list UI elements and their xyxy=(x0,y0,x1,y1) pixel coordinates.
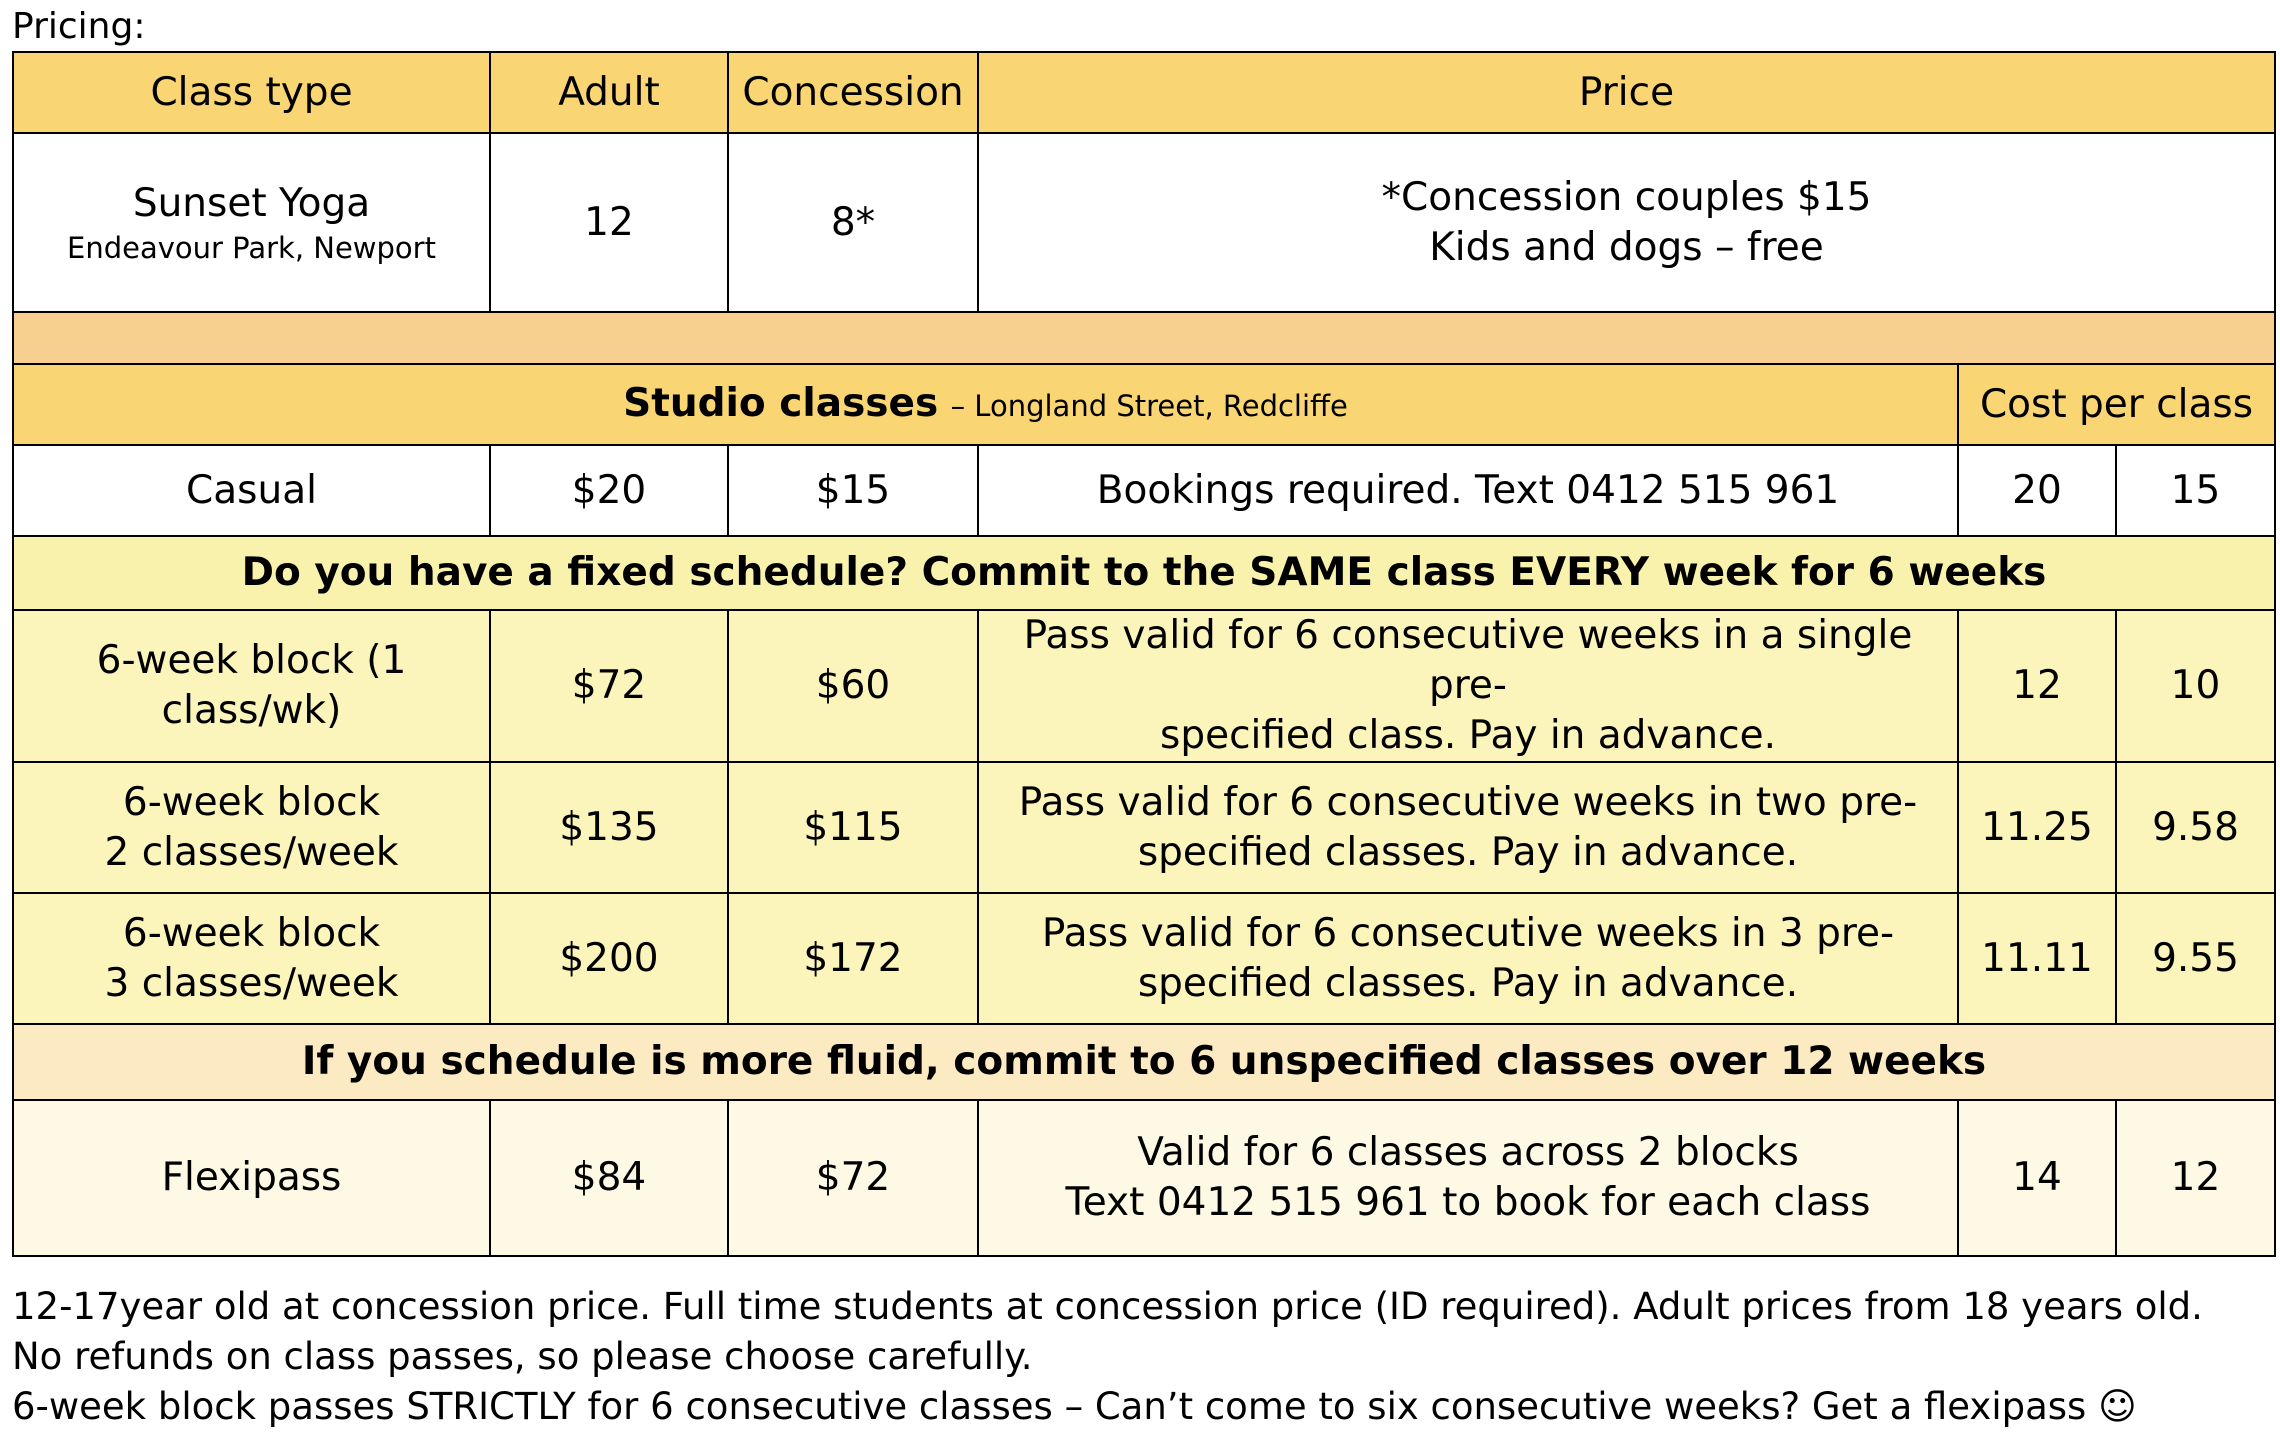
block-1-name-line-1: 6-week block (1 xyxy=(96,638,407,683)
block-1-description-line-1: Pass valid for 6 consecutive weeks in a single pre- xyxy=(1023,613,1913,708)
fixed-schedule-banner: Do you have a fixed schedule? Commit to the SAME class EVERY week for 6 weeks xyxy=(13,536,2275,610)
block-row-3 xyxy=(13,893,2275,1024)
fluid-schedule-banner: If you schedule is more fluid, commit to 6 unspecified classes over 12 weeks xyxy=(13,1024,2275,1100)
sunset-yoga-location: Endeavour Park, Newport xyxy=(67,230,436,265)
block-row-1 xyxy=(13,610,2275,762)
casual-name: Casual xyxy=(13,445,490,536)
block-3-description-line-2: specified classes. Pay in advance. xyxy=(1137,960,1799,1006)
note-line-refunds: No refunds on class passes, so please choose carefully. xyxy=(12,1335,1033,1378)
flexipass-description-line-1: Valid for 6 classes across 2 blocks xyxy=(1137,1130,1799,1175)
block-3-description xyxy=(978,893,1958,1024)
fixed-schedule-banner-row xyxy=(13,536,2275,610)
block-3-name-line-2: 3 classes/week xyxy=(104,960,399,1006)
block-3-cost-adult: 11.11 xyxy=(1958,893,2116,1024)
block-1-adult-price: $72 xyxy=(490,610,728,762)
block-1-concession-price: $60 xyxy=(728,610,978,762)
block-row-2 xyxy=(13,762,2275,893)
note-line-age: 12-17year old at concession price. Full time students at concession price (ID required). Adult prices from 18 years old. xyxy=(12,1285,2203,1328)
sunset-yoga-adult-price: 12 xyxy=(490,133,728,312)
block-2-cost-concession: 9.58 xyxy=(2116,762,2275,893)
flexipass-cost-adult: 14 xyxy=(1958,1100,2116,1256)
header-price: Price xyxy=(978,52,2275,133)
sunset-yoga-concession-price: 8* xyxy=(728,133,978,312)
block-3-name-line-1: 6-week block xyxy=(122,910,381,956)
block-3-name xyxy=(13,893,490,1024)
studio-header-cell xyxy=(13,364,1958,445)
block-2-description-line-1: Pass valid for 6 consecutive weeks in two pre- xyxy=(1018,779,1918,825)
note-line-block-passes: 6-week block passes STRICTLY for 6 consecutive classes – Can’t come to six consecutive weeks? Get a flexipass ☺ xyxy=(12,1385,2137,1428)
sunset-yoga-row xyxy=(13,133,2275,312)
casual-adult-price: $20 xyxy=(490,445,728,536)
block-3-cost-concession: 9.55 xyxy=(2116,893,2275,1024)
block-2-description xyxy=(978,762,1958,893)
flexipass-adult-price: $84 xyxy=(490,1100,728,1256)
block-1-cost-adult: 12 xyxy=(1958,610,2116,762)
casual-cost-adult: 20 xyxy=(1958,445,2116,536)
table-header-row xyxy=(13,52,2275,133)
studio-header-row xyxy=(13,364,2275,445)
block-2-adult-price: $135 xyxy=(490,762,728,893)
sunset-yoga-class-cell xyxy=(13,133,490,312)
pricing-table xyxy=(12,51,2276,1257)
block-2-name xyxy=(13,762,490,893)
block-2-name-line-1: 6-week block xyxy=(122,779,381,825)
block-1-cost-concession: 10 xyxy=(2116,610,2275,762)
header-adult: Adult xyxy=(490,52,728,133)
casual-description: Bookings required. Text 0412 515 961 xyxy=(978,445,1958,536)
block-1-name xyxy=(13,610,490,762)
flexipass-row xyxy=(13,1100,2275,1256)
pricing-heading: Pricing: xyxy=(12,6,146,47)
cost-per-class-header: Cost per class xyxy=(1958,364,2275,445)
block-1-description xyxy=(978,610,1958,762)
spacer-cell xyxy=(13,312,2275,364)
sunset-yoga-name: Sunset Yoga xyxy=(132,180,371,226)
fluid-schedule-banner-row xyxy=(13,1024,2275,1100)
studio-location: – Longland Street, Redcliffe xyxy=(950,388,1348,423)
block-2-description-line-2: specified classes. Pay in advance. xyxy=(1137,829,1799,875)
header-concession: Concession xyxy=(728,52,978,133)
pricing-notes xyxy=(12,1282,2203,1432)
block-1-description-line-2: specified class. Pay in advance. xyxy=(1160,713,1776,758)
flexipass-description xyxy=(978,1100,1958,1256)
spacer-row xyxy=(13,312,2275,364)
block-3-concession-price: $172 xyxy=(728,893,978,1024)
sunset-yoga-note-kids: Kids and dogs – free xyxy=(1429,224,1824,270)
flexipass-name: Flexipass xyxy=(13,1100,490,1256)
block-2-concession-price: $115 xyxy=(728,762,978,893)
casual-row xyxy=(13,445,2275,536)
block-1-name-line-2: class/wk) xyxy=(161,688,342,733)
block-3-adult-price: $200 xyxy=(490,893,728,1024)
sunset-yoga-note-couples: *Concession couples $15 xyxy=(1381,174,1872,220)
casual-concession-price: $15 xyxy=(728,445,978,536)
flexipass-concession-price: $72 xyxy=(728,1100,978,1256)
block-3-description-line-1: Pass valid for 6 consecutive weeks in 3 pre- xyxy=(1041,910,1895,956)
flexipass-description-line-2: Text 0412 515 961 to book for each class xyxy=(1065,1180,1871,1225)
block-2-name-line-2: 2 classes/week xyxy=(104,829,399,875)
casual-cost-concession: 15 xyxy=(2116,445,2275,536)
flexipass-cost-concession: 12 xyxy=(2116,1100,2275,1256)
block-2-cost-adult: 11.25 xyxy=(1958,762,2116,893)
studio-title: Studio classes xyxy=(623,380,939,426)
header-class-type: Class type xyxy=(13,52,490,133)
sunset-yoga-price-notes xyxy=(978,133,2275,312)
